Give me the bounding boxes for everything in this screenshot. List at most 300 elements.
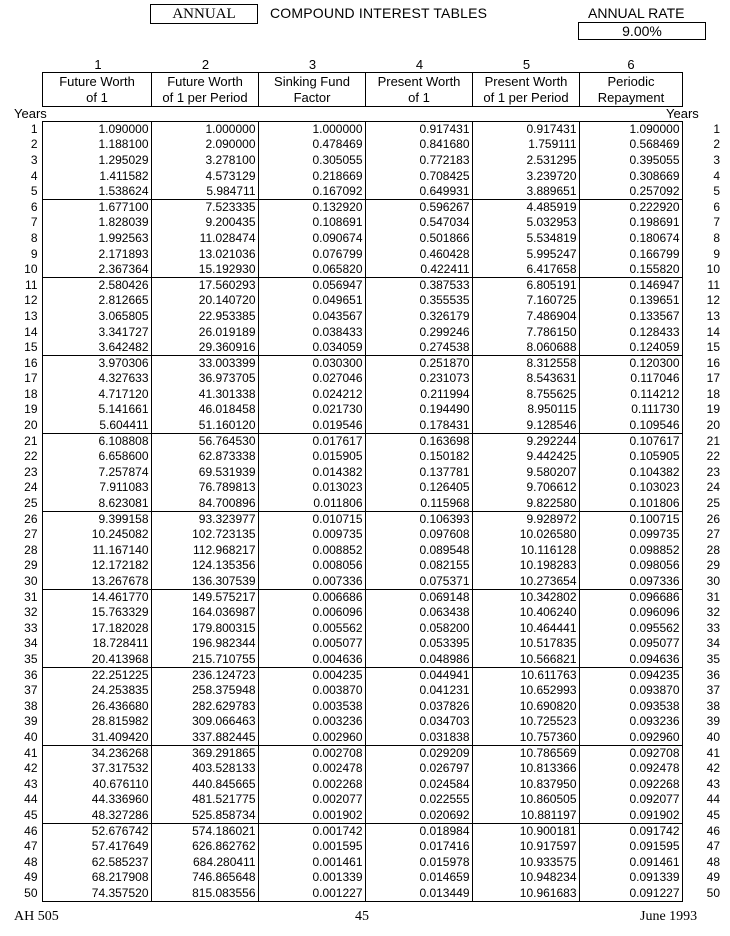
value-cell-col4: 0.501866 [365, 231, 472, 247]
table-row [6, 215, 722, 231]
year-cell-left: 32 [24, 605, 38, 620]
value-cell-col5: 10.198283 [472, 558, 579, 574]
value-cell-col2: 56.764530 [151, 433, 258, 449]
value-cell-col2: 62.873338 [151, 449, 258, 465]
value-cell-col6: 0.117046 [579, 371, 682, 387]
value-cell-col6: 0.257092 [579, 184, 682, 200]
value-cell-col3: 0.076799 [258, 246, 365, 262]
year-cell-left: 44 [24, 792, 38, 807]
value-cell-col6: 0.098852 [579, 543, 682, 559]
value-cell-col2: 525.858734 [151, 808, 258, 824]
value-cell-col4: 0.082155 [365, 558, 472, 574]
year-cell-right: 12 [706, 293, 720, 308]
year-cell-left: 14 [24, 324, 38, 339]
value-cell-col5: 10.273654 [472, 574, 579, 590]
value-cell-col2: 51.160120 [151, 418, 258, 434]
column-header-1-line1: Future Worth [59, 74, 135, 89]
value-cell-col5: 4.485919 [472, 199, 579, 215]
value-cell-col2: 196.982344 [151, 636, 258, 652]
table-row [6, 122, 722, 138]
value-cell-col1: 31.409420 [42, 730, 151, 746]
value-cell-col1: 1.188100 [42, 137, 151, 153]
year-cell-right: 24 [706, 480, 720, 495]
value-cell-col3: 0.004636 [258, 652, 365, 668]
value-cell-col6: 1.090000 [579, 122, 682, 138]
table-row [6, 153, 722, 169]
year-cell-left: 27 [24, 527, 38, 542]
value-cell-col3: 0.009735 [258, 527, 365, 543]
value-cell-col4: 0.299246 [365, 324, 472, 340]
value-cell-col6: 0.093870 [579, 683, 682, 699]
year-cell-left: 45 [24, 807, 38, 822]
value-cell-col1: 11.167140 [42, 543, 151, 559]
value-cell-col5: 9.580207 [472, 465, 579, 481]
year-cell-left: 34 [24, 636, 38, 651]
value-cell-col5: 10.837950 [472, 776, 579, 792]
value-cell-col3: 0.004235 [258, 667, 365, 683]
value-cell-col5: 10.757360 [472, 730, 579, 746]
year-cell-right: 5 [713, 184, 720, 199]
table-row [6, 839, 722, 855]
value-cell-col6: 0.155820 [579, 262, 682, 278]
table-row [6, 511, 722, 527]
value-cell-col4: 0.917431 [365, 122, 472, 138]
value-cell-col4: 0.231073 [365, 371, 472, 387]
value-cell-col4: 0.034703 [365, 714, 472, 730]
value-cell-col4: 0.163698 [365, 433, 472, 449]
rate-label: ANNUAL RATE [588, 5, 685, 21]
value-cell-col3: 0.003236 [258, 714, 365, 730]
value-cell-col2: 29.360916 [151, 340, 258, 356]
value-cell-col3: 0.030300 [258, 355, 365, 371]
value-cell-col1: 7.257874 [42, 465, 151, 481]
year-cell-right: 22 [706, 449, 720, 464]
value-cell-col3: 0.002077 [258, 792, 365, 808]
value-cell-col4: 0.048986 [365, 652, 472, 668]
value-cell-col2: 26.019189 [151, 324, 258, 340]
value-cell-col1: 26.436680 [42, 698, 151, 714]
value-cell-col6: 0.120300 [579, 355, 682, 371]
year-cell-left: 30 [24, 574, 38, 589]
year-cell-left: 21 [24, 433, 38, 448]
value-cell-col3: 0.008852 [258, 543, 365, 559]
value-cell-col2: 7.523335 [151, 199, 258, 215]
value-cell-col1: 3.341727 [42, 324, 151, 340]
value-cell-col4: 0.015978 [365, 854, 472, 870]
value-cell-col1: 1.411582 [42, 168, 151, 184]
value-cell-col5: 0.917431 [472, 122, 579, 138]
year-cell-right: 28 [706, 542, 720, 557]
value-cell-col5: 10.566821 [472, 652, 579, 668]
table-row [6, 262, 722, 278]
value-cell-col4: 0.063438 [365, 605, 472, 621]
value-cell-col3: 0.014382 [258, 465, 365, 481]
value-cell-col3: 0.043567 [258, 309, 365, 325]
value-cell-col3: 0.002268 [258, 776, 365, 792]
table-row [6, 355, 722, 371]
value-cell-col1: 52.676742 [42, 823, 151, 839]
value-cell-col4: 0.020692 [365, 808, 472, 824]
value-cell-col4: 0.089548 [365, 543, 472, 559]
value-cell-col2: 76.789813 [151, 480, 258, 496]
value-cell-col1: 18.728411 [42, 636, 151, 652]
value-cell-col4: 0.022555 [365, 792, 472, 808]
value-cell-col2: 11.028474 [151, 231, 258, 247]
year-cell-left: 24 [24, 480, 38, 495]
value-cell-col1: 2.171893 [42, 246, 151, 262]
year-cell-left: 42 [24, 761, 38, 776]
year-cell-left: 4 [30, 168, 38, 183]
value-cell-col3: 0.003538 [258, 698, 365, 714]
year-cell-right: 46 [706, 823, 720, 838]
year-cell-left: 39 [24, 714, 38, 729]
value-cell-col3: 0.015905 [258, 449, 365, 465]
year-cell-left: 19 [24, 402, 38, 417]
value-cell-col3: 0.090674 [258, 231, 365, 247]
value-cell-col6: 0.091227 [579, 886, 682, 902]
value-cell-col1: 6.108808 [42, 433, 151, 449]
value-cell-col4: 0.708425 [365, 168, 472, 184]
value-cell-col5: 9.128546 [472, 418, 579, 434]
year-cell-right: 20 [706, 418, 720, 433]
year-cell-right: 17 [706, 371, 720, 386]
value-cell-col6: 0.395055 [579, 153, 682, 169]
value-cell-col1: 5.141661 [42, 402, 151, 418]
value-cell-col2: 36.973705 [151, 371, 258, 387]
value-cell-col3: 0.218669 [258, 168, 365, 184]
value-cell-col2: 1.000000 [151, 122, 258, 138]
value-cell-col2: 3.278100 [151, 153, 258, 169]
value-cell-col5: 10.881197 [472, 808, 579, 824]
value-cell-col6: 0.099735 [579, 527, 682, 543]
value-cell-col1: 48.327286 [42, 808, 151, 824]
year-cell-left: 1 [30, 121, 38, 136]
value-cell-col6: 0.098056 [579, 558, 682, 574]
value-cell-col3: 0.003870 [258, 683, 365, 699]
value-cell-col2: 33.003399 [151, 355, 258, 371]
year-cell-left: 35 [24, 651, 38, 666]
value-cell-col4: 0.772183 [365, 153, 472, 169]
year-cell-right: 15 [706, 340, 720, 355]
column-header-4-line1: Present Worth [377, 74, 461, 89]
table-row [6, 340, 722, 356]
value-cell-col2: 403.528133 [151, 761, 258, 777]
value-cell-col1: 8.623081 [42, 496, 151, 512]
year-cell-right: 36 [706, 667, 720, 682]
value-cell-col4: 0.097608 [365, 527, 472, 543]
year-cell-right: 50 [706, 885, 720, 900]
value-cell-col1: 1.538624 [42, 184, 151, 200]
table-row [6, 277, 722, 293]
value-cell-col4: 0.649931 [365, 184, 472, 200]
value-cell-col4: 0.014659 [365, 870, 472, 886]
value-cell-col4: 0.069148 [365, 589, 472, 605]
value-cell-col6: 0.092708 [579, 745, 682, 761]
column-header-4-line2: of 1 [408, 90, 430, 105]
value-cell-col4: 0.031838 [365, 730, 472, 746]
year-cell-right: 18 [706, 386, 720, 401]
value-cell-col2: 136.307539 [151, 574, 258, 590]
value-cell-col6: 0.139651 [579, 293, 682, 309]
value-cell-col2: 746.865648 [151, 870, 258, 886]
table-row [6, 168, 722, 184]
year-cell-right: 39 [706, 714, 720, 729]
value-cell-col2: 369.291865 [151, 745, 258, 761]
year-cell-right: 49 [706, 870, 720, 885]
table-row [6, 246, 722, 262]
value-cell-col2: 440.845665 [151, 776, 258, 792]
year-cell-right: 33 [706, 620, 720, 635]
value-cell-col5: 5.995247 [472, 246, 579, 262]
table-row [6, 184, 722, 200]
value-cell-col3: 0.108691 [258, 215, 365, 231]
year-cell-left: 3 [30, 152, 38, 167]
value-cell-col1: 62.585237 [42, 854, 151, 870]
value-cell-col6: 0.104382 [579, 465, 682, 481]
value-cell-col5: 2.531295 [472, 153, 579, 169]
year-cell-right: 11 [707, 277, 720, 292]
column-header-2-line1: Future Worth [167, 74, 243, 89]
value-cell-col5: 9.928972 [472, 511, 579, 527]
value-cell-col6: 0.091461 [579, 854, 682, 870]
value-cell-col5: 8.543631 [472, 371, 579, 387]
value-cell-col3: 0.002960 [258, 730, 365, 746]
value-cell-col3: 0.019546 [258, 418, 365, 434]
value-cell-col6: 0.092077 [579, 792, 682, 808]
table-row [6, 324, 722, 340]
value-cell-col6: 0.128433 [579, 324, 682, 340]
value-cell-col4: 0.029209 [365, 745, 472, 761]
year-cell-right: 40 [706, 729, 720, 744]
value-cell-col2: 236.124723 [151, 667, 258, 683]
column-header-2 [151, 72, 259, 107]
value-cell-col1: 12.172182 [42, 558, 151, 574]
value-cell-col3: 0.478469 [258, 137, 365, 153]
table-row [6, 387, 722, 403]
column-header-6-line2: Repayment [597, 90, 665, 105]
year-cell-right: 42 [706, 761, 720, 776]
value-cell-col4: 0.194490 [365, 402, 472, 418]
value-cell-col2: 179.800315 [151, 621, 258, 637]
year-cell-left: 23 [24, 464, 38, 479]
value-cell-col6: 0.091902 [579, 808, 682, 824]
column-number-4: 4 [415, 57, 424, 72]
value-cell-col3: 0.006096 [258, 605, 365, 621]
value-cell-col2: 17.560293 [151, 277, 258, 293]
value-cell-col2: 20.140720 [151, 293, 258, 309]
value-cell-col5: 5.534819 [472, 231, 579, 247]
table-row [6, 667, 722, 683]
year-cell-left: 17 [24, 371, 38, 386]
value-cell-col5: 10.860505 [472, 792, 579, 808]
value-cell-col1: 24.253835 [42, 683, 151, 699]
table-row [6, 761, 722, 777]
value-cell-col3: 0.038433 [258, 324, 365, 340]
column-number-5: 5 [522, 57, 531, 72]
year-cell-left: 33 [24, 620, 38, 635]
value-cell-col6: 0.111730 [579, 402, 682, 418]
value-cell-col3: 0.005077 [258, 636, 365, 652]
year-cell-right: 47 [706, 839, 720, 854]
value-cell-col4: 0.547034 [365, 215, 472, 231]
year-cell-left: 43 [24, 776, 38, 791]
table-row [6, 402, 722, 418]
value-cell-col1: 9.399158 [42, 511, 151, 527]
table-row [6, 886, 722, 902]
value-cell-col4: 0.037826 [365, 698, 472, 714]
value-cell-col4: 0.150182 [365, 449, 472, 465]
value-cell-col5: 6.417658 [472, 262, 579, 278]
value-cell-col6: 0.094235 [579, 667, 682, 683]
table-row [6, 418, 722, 434]
value-cell-col3: 0.007336 [258, 574, 365, 590]
value-cell-col5: 10.917597 [472, 839, 579, 855]
value-cell-col2: 481.521775 [151, 792, 258, 808]
value-cell-col4: 0.115968 [365, 496, 472, 512]
value-cell-col3: 0.065820 [258, 262, 365, 278]
value-cell-col2: 164.036987 [151, 605, 258, 621]
value-cell-col1: 3.642482 [42, 340, 151, 356]
value-cell-col4: 0.178431 [365, 418, 472, 434]
value-cell-col6: 0.095077 [579, 636, 682, 652]
table-row [6, 854, 722, 870]
value-cell-col4: 0.251870 [365, 355, 472, 371]
value-cell-col1: 37.317532 [42, 761, 151, 777]
footer-date: June 1993 [640, 909, 698, 924]
value-cell-col5: 10.026580 [472, 527, 579, 543]
value-cell-col6: 0.091742 [579, 823, 682, 839]
year-cell-left: 29 [24, 558, 38, 573]
value-cell-col4: 0.422411 [365, 262, 472, 278]
value-cell-col2: 626.862762 [151, 839, 258, 855]
table-row [6, 808, 722, 824]
year-cell-right: 27 [706, 527, 720, 542]
value-cell-col1: 1.295029 [42, 153, 151, 169]
column-header-5-line2: of 1 per Period [483, 90, 569, 105]
table-row [6, 480, 722, 496]
value-cell-col5: 8.312558 [472, 355, 579, 371]
year-cell-left: 6 [30, 199, 38, 214]
value-cell-col5: 10.517835 [472, 636, 579, 652]
table-row [6, 543, 722, 559]
value-cell-col2: 124.135356 [151, 558, 258, 574]
value-cell-col5: 10.900181 [472, 823, 579, 839]
value-cell-col3: 0.001595 [258, 839, 365, 855]
value-cell-col4: 0.211994 [365, 387, 472, 403]
column-number-1: 1 [94, 57, 102, 72]
column-header-3-line1: Sinking Fund [274, 74, 350, 89]
year-cell-left: 7 [30, 215, 38, 230]
value-cell-col1: 2.580426 [42, 277, 151, 293]
value-cell-col3: 0.049651 [258, 293, 365, 309]
value-cell-col5: 8.060688 [472, 340, 579, 356]
value-cell-col2: 69.531939 [151, 465, 258, 481]
column-header-5 [472, 72, 580, 107]
value-cell-col2: 309.066463 [151, 714, 258, 730]
page-title: COMPOUND INTEREST TABLES [270, 5, 488, 21]
value-cell-col5: 8.755625 [472, 387, 579, 403]
year-cell-right: 23 [706, 464, 720, 479]
value-cell-col2: 258.375948 [151, 683, 258, 699]
column-number-3: 3 [308, 57, 317, 72]
year-cell-left: 10 [24, 262, 38, 277]
value-cell-col1: 1.090000 [42, 122, 151, 138]
value-cell-col5: 3.889651 [472, 184, 579, 200]
value-cell-col1: 2.812665 [42, 293, 151, 309]
value-cell-col6: 0.568469 [579, 137, 682, 153]
value-cell-col1: 3.970306 [42, 355, 151, 371]
value-cell-col1: 14.461770 [42, 589, 151, 605]
value-cell-col5: 10.933575 [472, 854, 579, 870]
value-cell-col6: 0.091595 [579, 839, 682, 855]
value-cell-col6: 0.094636 [579, 652, 682, 668]
table-row [6, 652, 722, 668]
value-cell-col5: 10.464441 [472, 621, 579, 637]
table-row [6, 776, 722, 792]
value-cell-col2: 574.186021 [151, 823, 258, 839]
table-row [6, 465, 722, 481]
value-cell-col4: 0.106393 [365, 511, 472, 527]
column-number-6: 6 [627, 57, 635, 72]
value-cell-col3: 0.002708 [258, 745, 365, 761]
table-row [6, 823, 722, 839]
value-cell-col5: 10.652993 [472, 683, 579, 699]
footer-page-number: 45 [355, 909, 369, 924]
value-cell-col3: 0.001227 [258, 886, 365, 902]
value-cell-col2: 5.984711 [151, 184, 258, 200]
value-cell-col6: 0.092960 [579, 730, 682, 746]
value-cell-col5: 10.406240 [472, 605, 579, 621]
value-cell-col5: 10.116128 [472, 543, 579, 559]
value-cell-col3: 0.010715 [258, 511, 365, 527]
value-cell-col5: 5.032953 [472, 215, 579, 231]
value-cell-col1: 5.604411 [42, 418, 151, 434]
value-cell-col4: 0.596267 [365, 199, 472, 215]
year-cell-right: 25 [706, 496, 720, 511]
table-row [6, 870, 722, 886]
year-cell-left: 2 [30, 137, 38, 152]
table-row [6, 714, 722, 730]
year-cell-left: 12 [24, 293, 38, 308]
year-cell-right: 10 [706, 262, 720, 277]
value-cell-col6: 0.105905 [579, 449, 682, 465]
value-cell-col3: 0.001461 [258, 854, 365, 870]
year-cell-right: 29 [706, 558, 720, 573]
value-cell-col1: 4.717120 [42, 387, 151, 403]
value-cell-col1: 57.417649 [42, 839, 151, 855]
year-cell-right: 41 [706, 745, 720, 760]
year-cell-left: 16 [24, 355, 38, 370]
value-cell-col6: 0.092268 [579, 776, 682, 792]
value-cell-col6: 0.124059 [579, 340, 682, 356]
value-cell-col3: 0.305055 [258, 153, 365, 169]
value-cell-col3: 0.132920 [258, 199, 365, 215]
table-row [6, 730, 722, 746]
year-cell-right: 13 [706, 308, 720, 323]
value-cell-col3: 0.008056 [258, 558, 365, 574]
year-cell-left: 5 [30, 184, 38, 199]
value-cell-col3: 0.017617 [258, 433, 365, 449]
interest-table [6, 121, 722, 902]
value-cell-col2: 4.573129 [151, 168, 258, 184]
value-cell-col3: 0.034059 [258, 340, 365, 356]
year-cell-right: 7 [713, 215, 720, 230]
value-cell-col3: 0.006686 [258, 589, 365, 605]
value-cell-col5: 10.948234 [472, 870, 579, 886]
value-cell-col6: 0.222920 [579, 199, 682, 215]
column-header-6-line1: Periodic [607, 74, 655, 89]
value-cell-col4: 0.013449 [365, 886, 472, 902]
